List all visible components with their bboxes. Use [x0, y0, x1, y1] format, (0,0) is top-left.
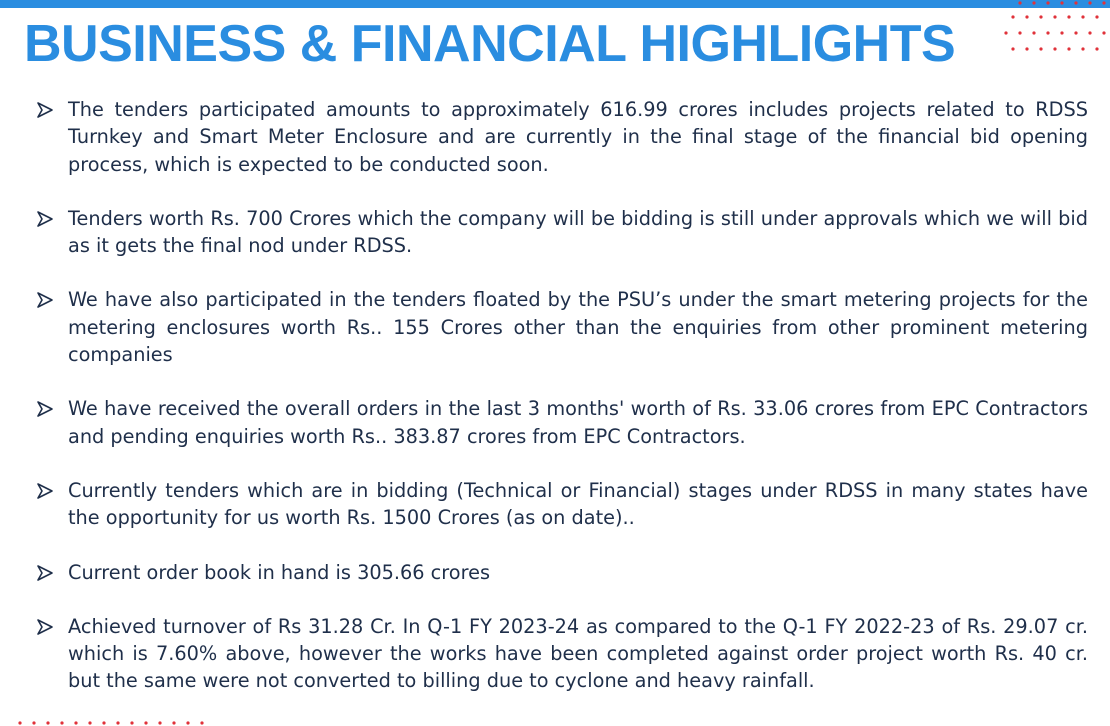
decorative-dot [1039, 47, 1042, 50]
decorative-dot [1102, 31, 1105, 34]
bullet-text: We have also participated in the tenders floated by the PSU’s under the smart metering projects for the metering enclosures worth Rs.. 155 Crores other than the enquiries from other prominent metering companies [68, 288, 1088, 367]
decorative-dot [1067, 47, 1070, 50]
bullet-text: Achieved turnover of Rs 31.28 Cr. In Q-1 FY 2023-24 as compared to the Q-1 FY 2022-23 of Rs. 29.07 cr. which is 7.60% above, however the works have been completed against order project worth Rs. 40 cr. but the same were not converted to billing due to cyclone and heavy rainfall. [68, 614, 1088, 693]
list-item [36, 96, 1088, 178]
decorative-dot [1018, 1, 1021, 4]
decorative-dot [1018, 31, 1021, 34]
decorative-dot [60, 721, 63, 724]
arrow-bullet-icon [36, 210, 54, 228]
decorative-dot [1004, 31, 1007, 34]
decorative-dot [1053, 47, 1056, 50]
top-accent-bar [0, 0, 1110, 8]
decorative-dot [1039, 15, 1042, 18]
decorative-dot [1025, 15, 1028, 18]
decorative-dot [1011, 15, 1014, 18]
bullet-text: Tenders worth Rs. 700 Crores which the company will be bidding is still under approvals which we will bid as it gets the final nod under RDSS. [68, 206, 1088, 258]
bullet-text: Currently tenders which are in bidding (Technical or Financial) stages under RDSS in many states have the opportunity for us worth Rs. 1500 Crores (as on date).. [68, 478, 1088, 530]
decorative-dot [1074, 1, 1077, 4]
decorative-dot [1088, 31, 1091, 34]
list-item [36, 559, 1088, 586]
decorative-dot [200, 721, 203, 724]
arrow-bullet-icon [36, 618, 54, 636]
arrow-bullet-icon [36, 482, 54, 500]
decorative-dot [158, 721, 161, 724]
arrow-bullet-icon [36, 291, 54, 309]
highlights-list [36, 96, 1088, 722]
decorative-dot [1046, 31, 1049, 34]
bullet-text: We have received the overall orders in the last 3 months' worth of Rs. 33.06 crores from EPC Contractors and pending enquiries worth Rs.. 383.87 crores from EPC Contractors. [68, 397, 1088, 448]
list-item [36, 286, 1088, 368]
decorative-dot [102, 721, 105, 724]
decorative-dot [1081, 15, 1084, 18]
decorative-dot [18, 721, 21, 724]
list-item [36, 613, 1088, 695]
decorative-dot [186, 721, 189, 724]
decorative-dot [1032, 1, 1035, 4]
decorative-dot [1053, 15, 1056, 18]
decorative-dot [32, 721, 35, 724]
decorative-dot [1088, 1, 1091, 4]
decorative-dot [144, 721, 147, 724]
decorative-dot [1081, 47, 1084, 50]
decorative-dot [1102, 1, 1105, 4]
decorative-dot [1011, 47, 1014, 50]
arrow-bullet-icon [36, 564, 54, 582]
decorative-dot [1032, 31, 1035, 34]
decorative-dot [1025, 47, 1028, 50]
page-title: BUSINESS & FINANCIAL HIGHLIGHTS [24, 15, 956, 73]
decorative-dot [172, 721, 175, 724]
decorative-dot [1095, 47, 1098, 50]
decorative-dot-grid-top-right [1000, 0, 1110, 60]
list-item [36, 477, 1088, 532]
decorative-dot [1074, 31, 1077, 34]
list-item [36, 395, 1088, 450]
decorative-dot [46, 721, 49, 724]
decorative-dot [88, 721, 91, 724]
decorative-dot [1067, 15, 1070, 18]
decorative-dot [116, 721, 119, 724]
decorative-dot [1095, 15, 1098, 18]
decorative-dot [1060, 1, 1063, 4]
bullet-text: The tenders participated amounts to approximately 616.99 crores includes projects related to RDSS Turnkey and Smart Meter Enclosure and are currently in the final stage of the financial bid opening process, which is expected to be conducted soon. [68, 98, 1088, 176]
arrow-bullet-icon [36, 101, 54, 119]
decorative-dot [130, 721, 133, 724]
arrow-bullet-icon [36, 400, 54, 418]
decorative-dot [1046, 1, 1049, 4]
decorative-dot [74, 721, 77, 724]
decorative-dot [1060, 31, 1063, 34]
list-item [36, 205, 1088, 260]
bullet-text: Current order book in hand is 305.66 crores [68, 560, 490, 584]
